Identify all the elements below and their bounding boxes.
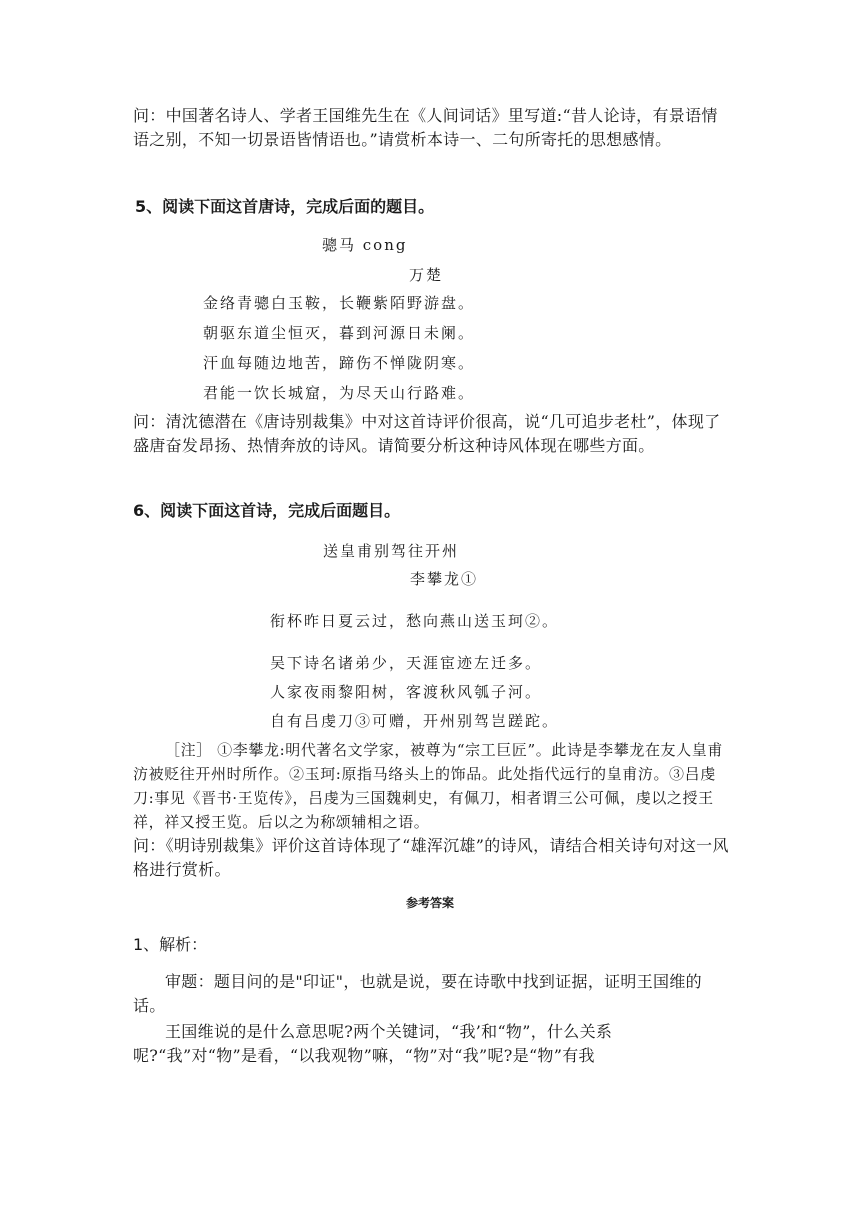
poem-line: 汗血每随边地苦，蹄伤不惮陇阴寒。 (203, 354, 476, 372)
poem-title: 送皇甫别驾往开州 (323, 542, 460, 560)
question-6-heading: 6、阅读下面这首诗，完成后面题目。 (133, 501, 401, 520)
answer-1-heading: 1、解析： (133, 935, 208, 954)
poem-author: 万楚 (409, 266, 444, 284)
poem-line: 自有吕虔刀③可赠，开州别驾岂蹉跎。 (270, 712, 560, 730)
poem-line: 衔杯昨日夏云过，愁向燕山送玉珂②。 (270, 612, 560, 630)
question-5-text: 问：清沈德潜在《唐诗别裁集》中对这首诗评价很高，说“几可追步老杜”，体现了盛唐奋发昂扬、热情奔放的诗风。请简要分析这种诗风体现在哪些方面。 (133, 412, 721, 455)
poem-line: 人家夜雨黎阳树，客渡秋风瓠子河。 (270, 683, 543, 701)
answer-1-paragraph: 审题：题目问的是"印证"，也就是说，要在诗歌中找到证据，证明王国维的话。 (133, 972, 702, 1015)
question-6-text: 问：《明诗别裁集》评价这首诗体现了“雄浑沉雄”的诗风，请结合相关诗句对这一风格进行赏析。 (133, 836, 729, 879)
answers-title: 参考答案 (405, 896, 454, 910)
question-5-heading: 5、阅读下面这首唐诗，完成后面的题目。 (135, 197, 435, 216)
poem-line: 吴下诗名诸弟少，天涯宦迹左迁多。 (270, 654, 543, 672)
answer-1-paragraph: 王国维说的是什么意思呢?两个关键词，“我’和“物”，什么关系呢?“我”对“物”是看，“以我观物”嘛，“物”对“我”呢?是“物”有我 (133, 1022, 613, 1065)
poem-notes: ［注］ ①李攀龙:明代著名文学家，被尊为“宗工巨匠”。此诗是李攀龙在友人皇甫汸被贬往开州时所作。②玉珂:原指马络头上的饰品。此处指代远行的皇甫汸。③吕虔刀:事见《晋书·王览传》，吕虔为三国魏刺史，有佩刀，相者谓三公可佩，虔以之授王祥，祥又授王览。后以之为称颂辅相之语。 (133, 741, 723, 831)
poem-author: 李攀龙① (410, 570, 479, 588)
poem-line: 君能一饮长城窟，为尽天山行路难。 (203, 384, 476, 402)
poem-title: 骢马 cong (322, 236, 408, 254)
poem-line: 朝驱东道尘恒灭，暮到河源日未阑。 (203, 324, 476, 342)
question-4-text: 问：中国著名诗人、学者王国维先生在《人间词话》里写道:“昔人论诗，有景语情语之别，不知一切景语皆情语也。”请赏析本诗一、二句所寄托的思想感情。 (133, 106, 718, 149)
poem-line: 金络青骢白玉鞍，长鞭紫陌野游盘。 (203, 294, 476, 312)
